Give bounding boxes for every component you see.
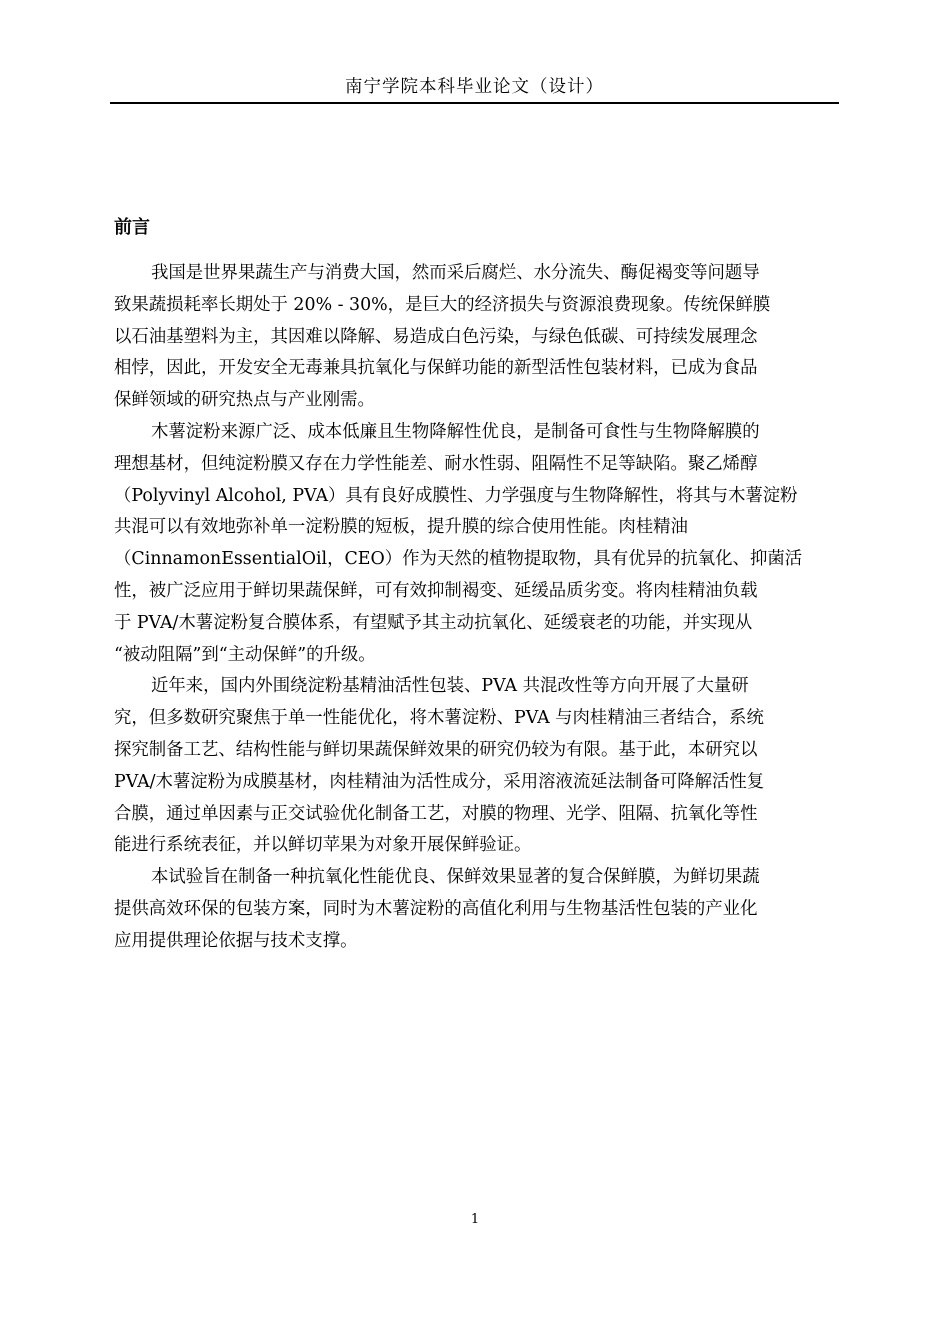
- text-line: 致果蔬损耗率长期处于 20% - 30%，是巨大的经济损失与资源浪费现象。传统保鲜膜: [114, 294, 771, 315]
- text-line: （CinnamonEssentialOil，CEO）作为天然的植物提取物，具有优异的抗氧化、抑菌活: [114, 549, 803, 570]
- text-line: 应用提供理论依据与技术支撑。: [114, 930, 358, 951]
- text-line: 究，但多数研究聚焦于单一性能优化，将木薯淀粉、PVA 与肉桂精油三者结合，系统: [114, 708, 764, 729]
- text-line: 理想基材，但纯淀粉膜又存在力学性能差、耐水性弱、阻隔性不足等缺陷。聚乙烯醇: [114, 453, 758, 474]
- section-title: 前言: [114, 217, 150, 238]
- text-line: “被动阻隔”到“主动保鲜”的升级。: [114, 644, 376, 665]
- text-line: 保鲜领域的研究热点与产业刚需。: [114, 390, 375, 411]
- text-line: 近年来，国内外围绕淀粉基精油活性包装、PVA 共混改性等方向开展了大量研: [151, 676, 749, 697]
- text-line: 合膜，通过单因素与正交试验优化制备工艺，对膜的物理、光学、阻隔、抗氧化等性: [114, 803, 758, 824]
- page-header: [110, 62, 839, 104]
- text-line: 提供高效环保的包装方案，同时为木薯淀粉的高值化利用与生物基活性包装的产业化: [114, 898, 758, 919]
- text-line: （Polyvinyl Alcohol, PVA）具有良好成膜性、力学强度与生物降解性，将其与木薯淀粉: [114, 485, 798, 506]
- paragraph-2: [114, 417, 826, 671]
- paragraph-3: [114, 671, 826, 862]
- paragraph-1: [114, 258, 826, 417]
- text-line: 共混可以有效地弥补单一淀粉膜的短板，提升膜的综合使用性能。肉桂精油: [114, 517, 688, 538]
- text-line: PVA/木薯淀粉为成膜基材，肉桂精油为活性成分，采用溶液流延法制备可降解活性复: [114, 771, 765, 792]
- text-line: 以石油基塑料为主，其因难以降解、易造成白色污染，与绿色低碳、可持续发展理念: [114, 326, 758, 347]
- text-line: 我国是世界果蔬生产与消费大国，然而采后腐烂、水分流失、酶促褐变等问题导: [151, 263, 760, 283]
- header-title: 南宁学院本科毕业论文（设计）: [345, 77, 604, 97]
- text-line: 性，被广泛应用于鲜切果蔬保鲜，可有效抑制褐变、延缓品质劣变。将肉桂精油负载: [114, 580, 758, 601]
- text-line: 于 PVA/木薯淀粉复合膜体系，有望赋予其主动抗氧化、延缓衰老的功能，并实现从: [114, 612, 753, 633]
- text-line: 本试验旨在制备一种抗氧化性能优良、保鲜效果显著的复合保鲜膜，为鲜切果蔬: [151, 867, 760, 888]
- text-line: 能进行系统表征，并以鲜切苹果为对象开展保鲜验证。: [114, 835, 532, 856]
- text-line: 木薯淀粉来源广泛、成本低廉且生物降解性优良，是制备可食性与生物降解膜的: [151, 421, 760, 442]
- body-text: [114, 258, 826, 958]
- paragraph-4: [114, 862, 826, 957]
- page-number: 1: [470, 1212, 480, 1227]
- text-line: 相悖，因此，开发安全无毒兼具抗氧化与保鲜功能的新型活性包装材料，已成为食品: [114, 358, 758, 379]
- text-line: 探究制备工艺、结构性能与鲜切果蔬保鲜效果的研究仍较为有限。基于此，本研究以: [114, 739, 758, 760]
